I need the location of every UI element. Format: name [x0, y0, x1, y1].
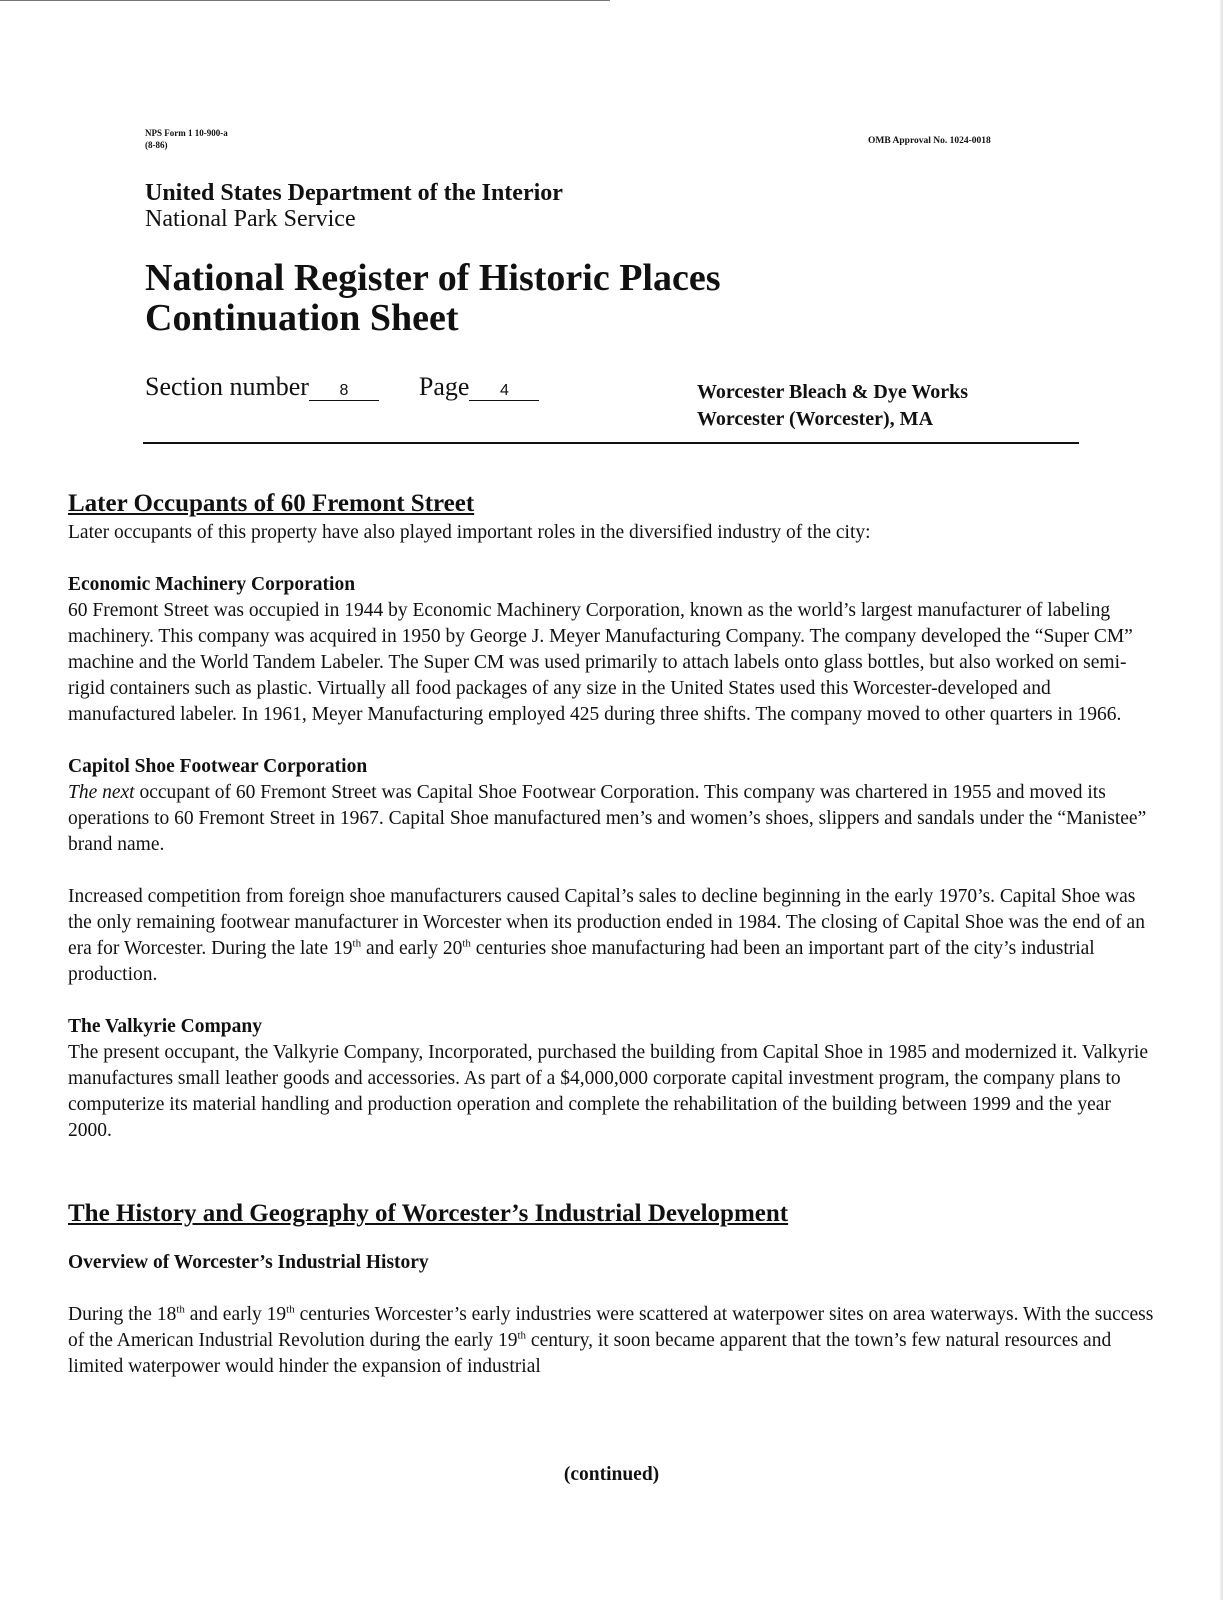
overview-heading: Overview of Worcester’s Industrial History: [68, 1252, 429, 1273]
page-number-value: 4: [469, 382, 539, 401]
scan-page-edge: [1219, 0, 1223, 1600]
superscript: th: [286, 1303, 295, 1316]
capitol-p2-part-b: and early 20: [361, 938, 463, 959]
page-label: Page: [418, 372, 470, 401]
capitol-paragraph-2: [68, 884, 1158, 988]
capitol-paragraph: [68, 780, 1158, 858]
valkyrie-heading: The Valkyrie Company: [68, 1016, 262, 1037]
section-line: [145, 372, 539, 402]
overview-paragraph: [68, 1302, 1158, 1380]
superscript: th: [176, 1303, 185, 1316]
header-divider: [143, 442, 1079, 444]
superscript: th: [352, 937, 362, 950]
property-location: Worcester (Worcester), MA: [697, 408, 934, 430]
capitol-text: occupant of 60 Fremont Street was Capital Shoe Footwear Corporation. This company was chartered in 1955 and moved its operations to 60 Fremont Street in 1967. Capital Shoe manufactured men’s and women’s shoes, slippers and sandals under the “Manistee” brand name.: [68, 782, 1147, 855]
capitol-p2-part-c: centuries shoe manufacturing had been an important part of the city’s industrial production.: [68, 938, 1095, 985]
overview-part-d: century, it soon became apparent that the town’s few natural resources and limited waterpower would hinder the expansion of industrial: [68, 1330, 1112, 1377]
section-number-label: Section number: [145, 372, 309, 401]
property-block: [697, 379, 968, 433]
capitol-p2-part-a: Increased competition from foreign shoe manufacturers caused Capital’s sales to decline beginning in the early 1970’s. Capital Shoe was the only remaining footwear manufacturer in Worcester when its production ended in 1984. The closing of Capital Shoe was the end of an era for Worcester. During the late 19: [68, 886, 1145, 959]
scan-top-rule: [0, 0, 610, 1]
overview-part-b: and early 19: [184, 1304, 287, 1325]
overview-part-c: centuries Worcester’s early industries were scattered at waterpower sites on area waterways. With the success of the American Industrial Revolution during the early 19: [68, 1304, 1154, 1351]
capitol-heading: Capitol Shoe Footwear Corporation: [68, 756, 368, 777]
section-number-value: 8: [309, 382, 379, 401]
agency-block: [145, 180, 563, 232]
property-name: Worcester Bleach & Dye Works: [697, 381, 969, 403]
superscript: th: [517, 1329, 527, 1342]
valkyrie-paragraph: The present occupant, the Valkyrie Company, Incorporated, purchased the building from Capital Shoe in 1985 and modernized it. Valkyrie manufactures small leather goods and accessories. As part of a $4,000,000 corporate capital investment program, the company plans to computerize its material handling and production operation and complete the rehabilitation of the building between 1999 and the year 2000.: [68, 1042, 1148, 1141]
intro-paragraph: Later occupants of this property have also played important roles in the diversified industry of the city:: [68, 522, 871, 543]
form-number: NPS Form 1 10-900-a: [145, 128, 228, 138]
history-heading: The History and Geography of Worcester’s Industrial Development: [68, 1200, 789, 1227]
form-date: (8-86): [145, 140, 168, 150]
omb-approval: OMB Approval No. 1024-0018: [868, 136, 991, 146]
department-name: United States Department of the Interior: [145, 180, 563, 206]
register-subtitle: Continuation Sheet: [145, 297, 459, 339]
capitol-lead: The next: [68, 782, 135, 803]
service-name: National Park Service: [145, 206, 356, 232]
register-title: National Register of Historic Places: [145, 257, 721, 299]
overview-part-a: During the 18: [68, 1304, 177, 1325]
document-body: [68, 488, 1158, 1380]
later-occupants-heading: Later Occupants of 60 Fremont Street: [68, 490, 475, 517]
emc-paragraph: 60 Fremont Street was occupied in 1944 by Economic Machinery Corporation, known as the world’s largest manufacturer of labeling machinery. This company was acquired in 1950 by George J. Meyer Manufacturing Company. The company developed the “Super CM” machine and the World Tandem Labeler. The Super CM was used primarily to attach labels onto glass bottles, but also worked on semi-rigid containers such as plastic. Virtually all food packages of any size in the United States used this Worcester-developed and manufactured labeler. In 1961, Meyer Manufacturing employed 425 during three shifts. The company moved to other quarters in 1966.: [68, 600, 1133, 725]
form-identifier: [145, 127, 228, 151]
emc-heading: Economic Machinery Corporation: [68, 574, 356, 595]
superscript: th: [462, 937, 471, 950]
register-title-block: [145, 258, 721, 338]
continued-footer: (continued): [563, 1464, 660, 1485]
